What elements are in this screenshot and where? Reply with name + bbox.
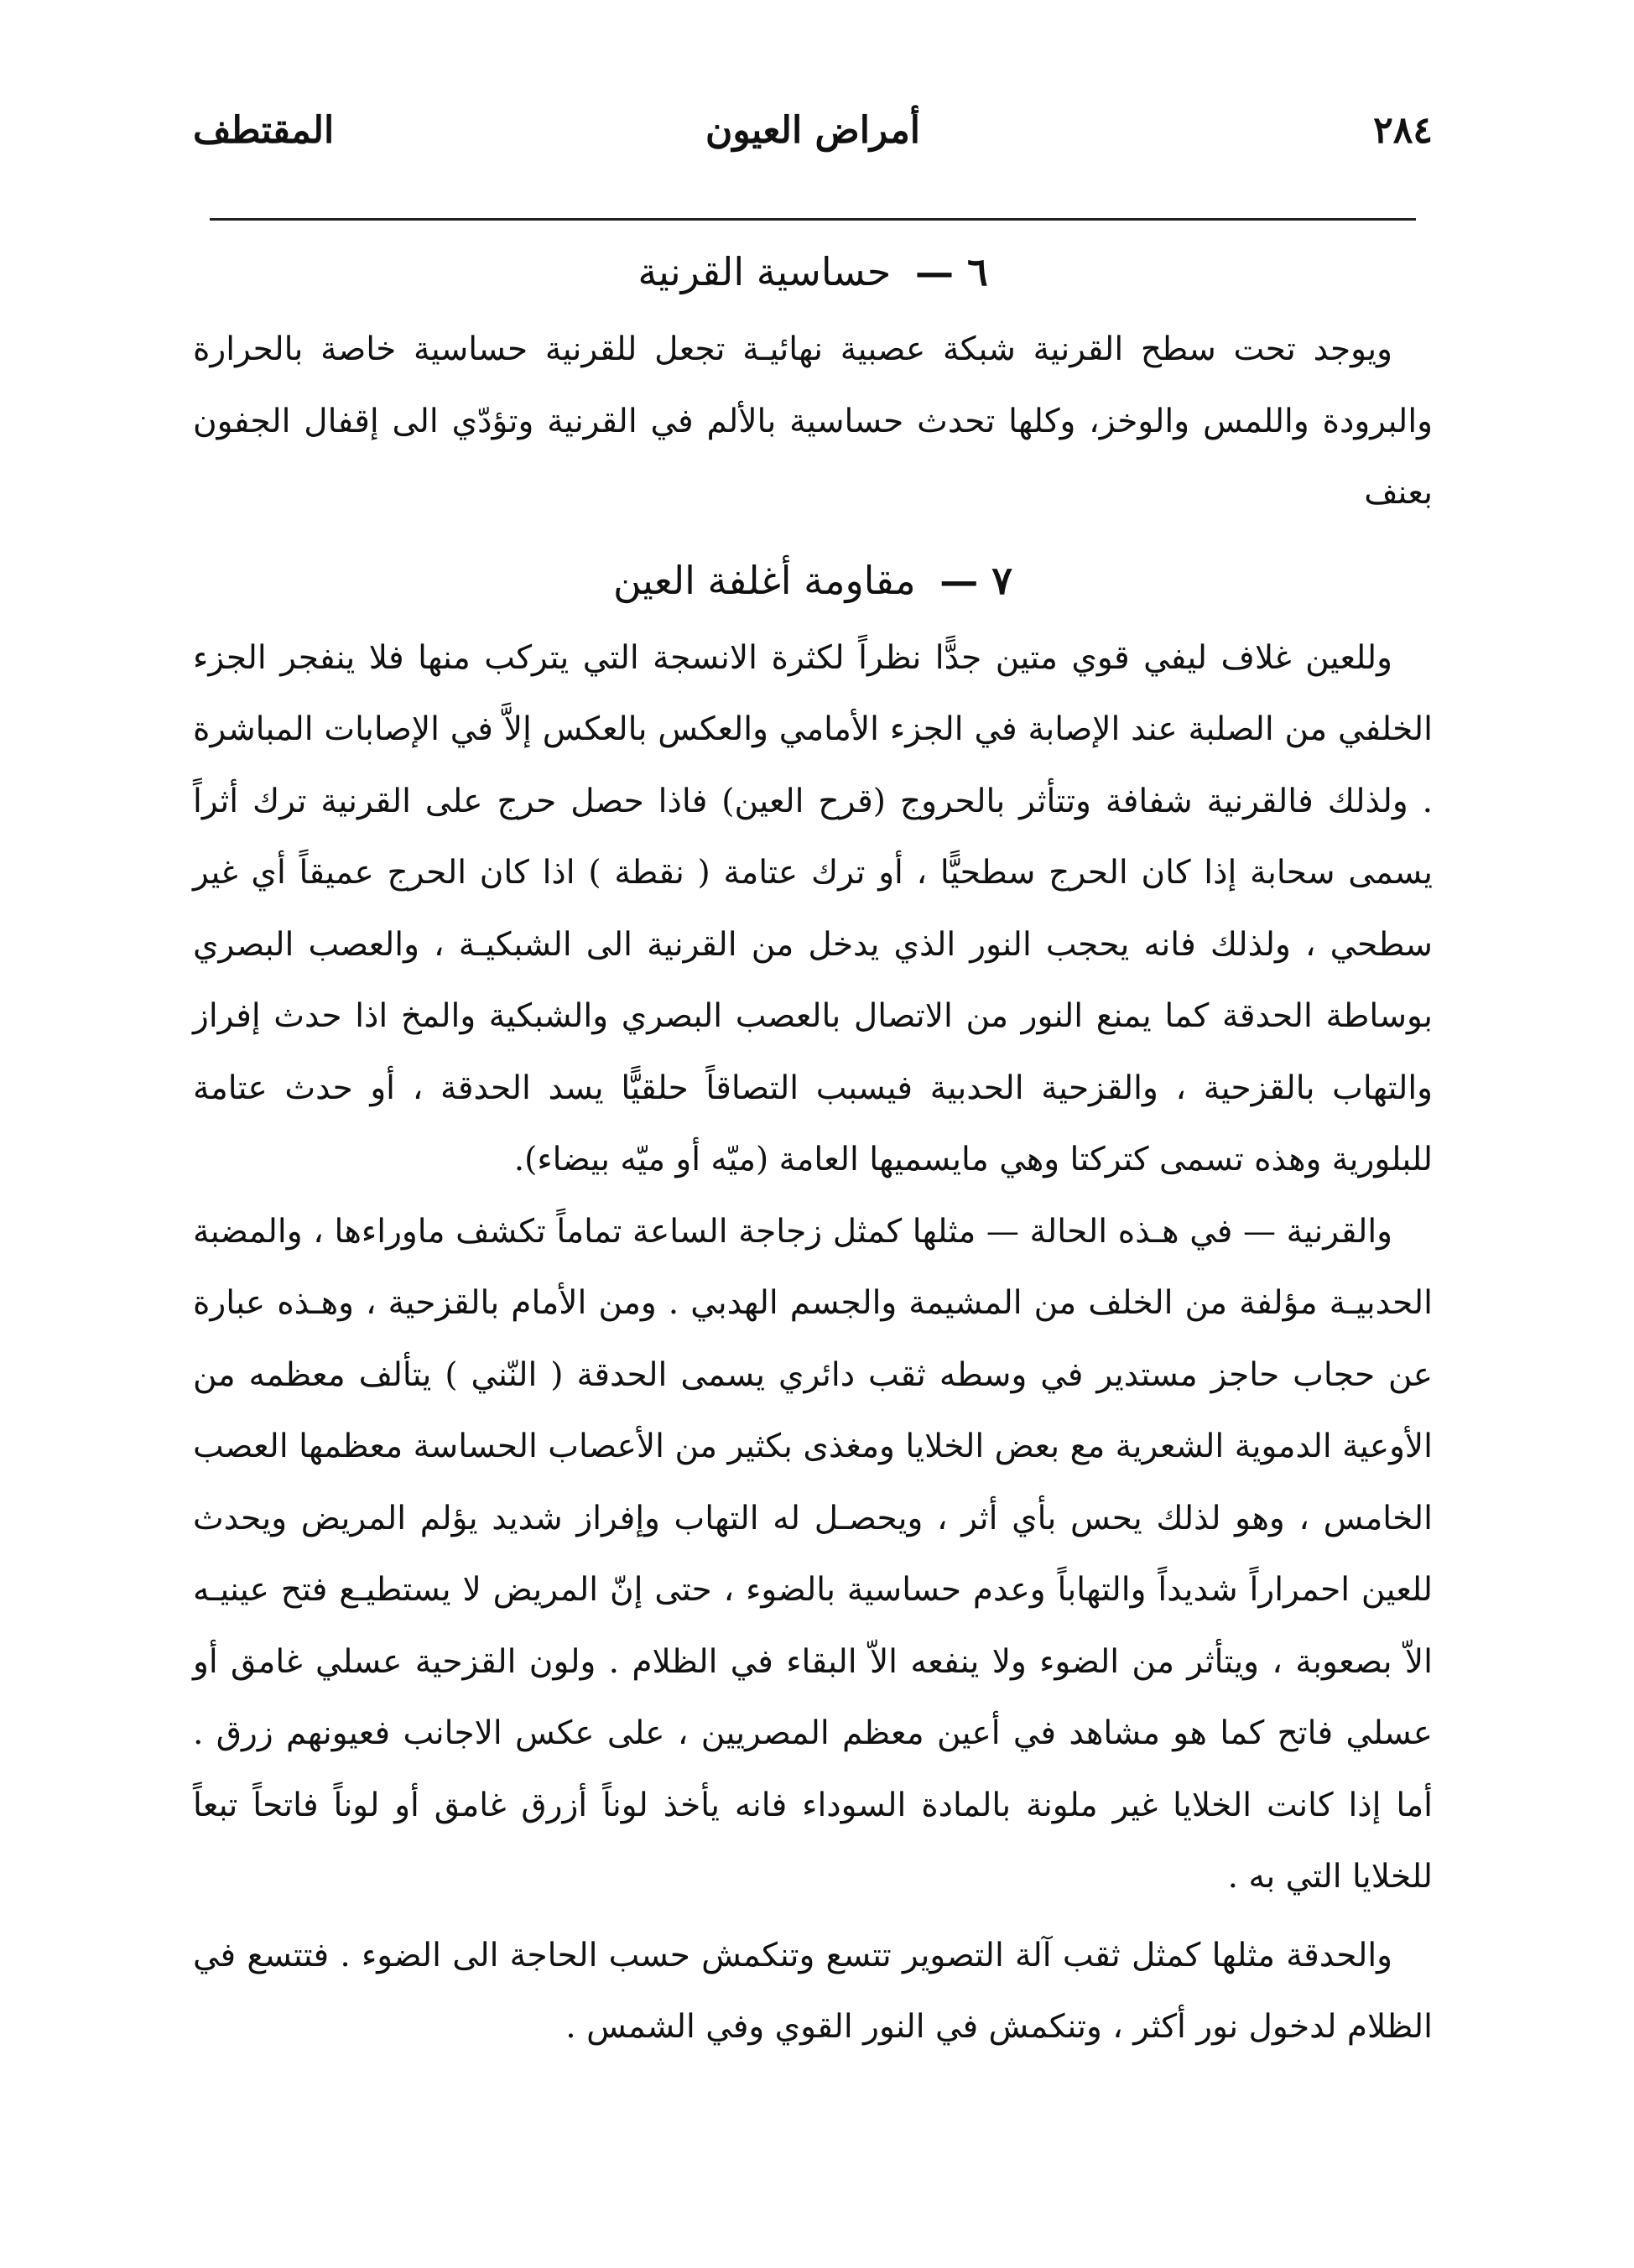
- section-title: مقاومة أغلفة العين: [613, 557, 916, 603]
- paragraph: والحدقة مثلها كمثل ثقب آلة التصوير تتسع وتنكمش حسب الحاجة الى الضوء . فتتسع في الظلام لدخول نور أكثر ، وتنكمش في النور القوي وفي الشمس .: [193, 1936, 1433, 2047]
- paragraph: ويوجد تحت سطح القرنية شبكة عصبية نهائيـة تجعل للقرنية حساسية خاصة بالحرارة والبرودة واللمس والوخز، وكلها تحدث حساسية بالألم في القرنية وتؤدّي الى إقفال الجفون بعنف: [193, 330, 1433, 512]
- section-number: ٧ —: [939, 557, 1012, 603]
- header-rule: [210, 218, 1416, 221]
- section-title: حساسية القرنية: [637, 249, 892, 294]
- running-header: [193, 109, 1433, 185]
- chapter-title: أمراض العيون: [705, 109, 920, 152]
- section-heading: [193, 249, 1433, 295]
- paragraph: وللعين غلاف ليفي قوي متين جدًّا نظراً لكثرة الانسجة التي يتركب منها فلا ينفجر الجزء الخلفي من الصلبة عند الإصابة في الجزء الأمامي والعكس بالعكس إلاَّ في الإصابات المباشرة . ولذلك فالقرنية شفافة وتتأثر بالحروج (قرح العين) فاذا حصل حرج على القرنية ترك أثراً يسمى سحابة إذا كان الحرج سطحيًّا ، أو ترك عتامة ( نقطة ) اذا كان الحرج عميقاً أي غير سطحي ، ولذلك فانه يحجب النور الذي يدخل من القرنية الى الشبكيـة ، والعصب البصري بوساطة الحدقة كما يمنع النور من الاتصال بالعصب البصري والشبكية والمخ اذا حدث إفراز والتهاب بالقزحية ، والقزحية الحدبية فيسبب التصاقاً حلقيًّا يسد الحدقة ، أو حدث عتامة للبلورية وهذه تسمى كتركتا وهي مايسميها العامة (ميّه أو ميّه بيضاء).: [193, 638, 1433, 1179]
- section-number: ٦ —: [914, 249, 988, 294]
- paragraph: والقرنية — في هـذه الحالة — مثلها كمثل زجاجة الساعة تماماً تكشف ماوراءها ، والمضبة الحدبيـة مؤلفة من الخلف من المشيمة والجسم الهدبي . ومن الأمام بالقزحية ، وهـذه عبارة عن حجاب حاجز مستدير في وسطه ثقب دائري يسمى الحدقة ( النّني ) يتألف معظمه من الأوعية الدموية الشعرية مع بعض الخلايا ومغذى بكثير من الأعصاب الحساسة معظمها العصب الخامس ، وهو لذلك يحس بأي أثر ، ويحصـل له التهاب وإفراز شديد يؤلم المريض ويحدث للعين احمراراً شديداً والتهاباً وعدم حساسية بالضوء ، حتى إنّ المريض لا يستطيـع فتح عينيـه الاّ بصعوبة ، ويتأثر من الضوء ولا ينفعه الاّ البقاء في الظلام . ولون القزحية عسلي غامق أو عسلي فاتح كما هو مشاهد في أعين معظم المصريين ، على عكس الاجانب فعيونهم زرق . أما إذا كانت الخلايا غير ملونة بالمادة السوداء فانه يأخذ لوناً أزرق غامق أو لوناً فاتحاً تبعاً للخلايا التي به .: [193, 1212, 1433, 1896]
- section-eye-coverings-resistance: [193, 558, 1433, 2063]
- journal-name: المقتطف: [193, 109, 335, 152]
- page-number: ٢٨٤: [1373, 109, 1433, 152]
- paragraph-gap: [193, 1913, 1433, 1920]
- section-corneal-sensitivity: [193, 249, 1433, 529]
- section-heading: [193, 558, 1433, 604]
